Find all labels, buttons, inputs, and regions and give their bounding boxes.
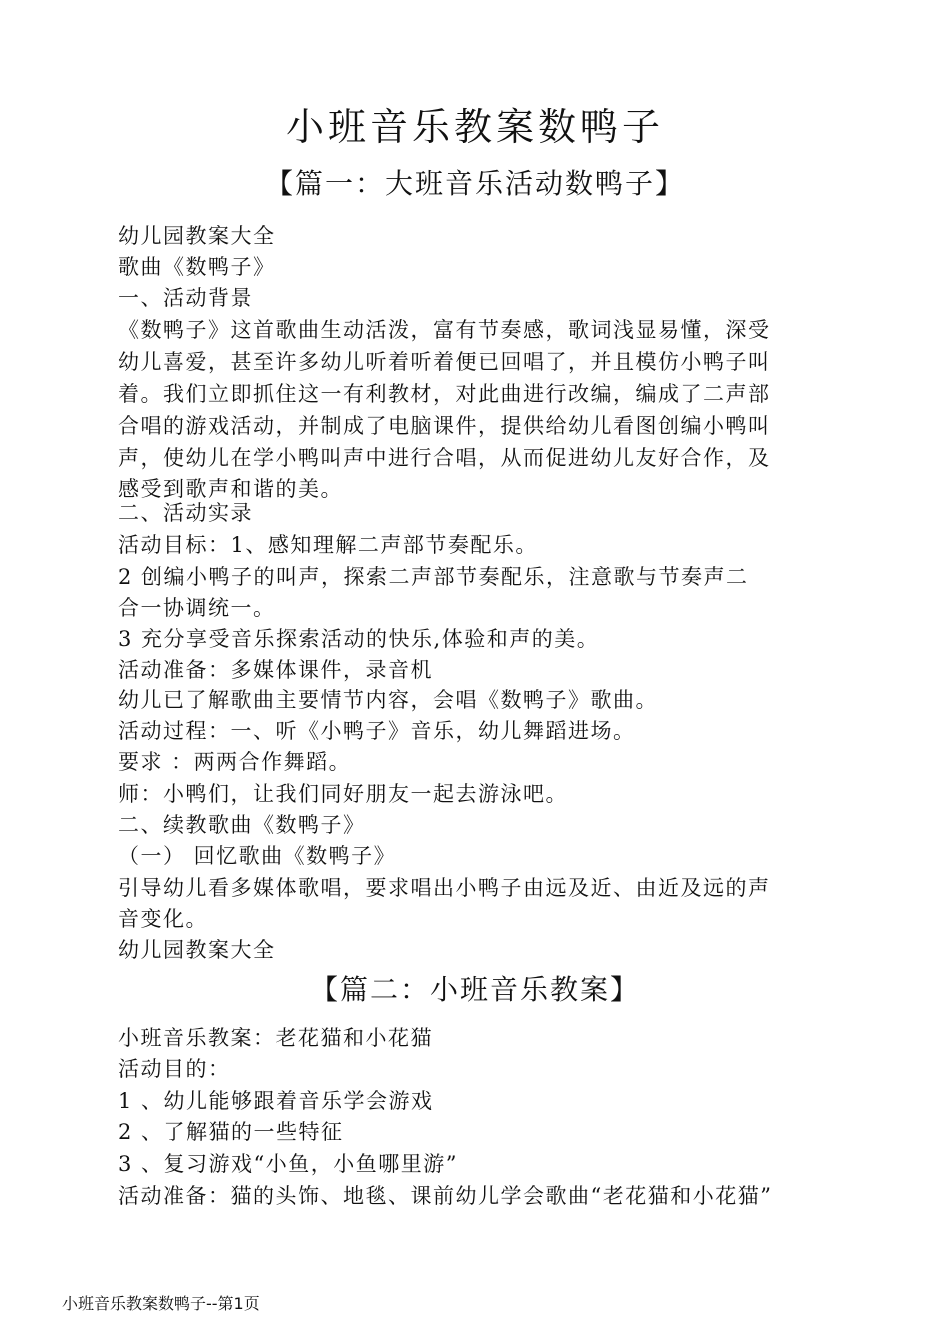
body-line: 3 、复习游戏“小鱼，小鱼哪里游” bbox=[118, 1152, 459, 1176]
body-line: 二、活动实录 bbox=[118, 501, 253, 525]
body-line: 幼儿园教案大全 bbox=[118, 938, 276, 962]
body-line: （一） 回忆歌曲《数鸭子》 bbox=[118, 844, 397, 868]
body-line: 2 、了解猫的一些特征 bbox=[118, 1120, 344, 1144]
body-line: 着。我们立即抓住这一有利教材，对此曲进行改编，编成了二声部 bbox=[118, 382, 771, 406]
body-line: 引导幼儿看多媒体歌唱，要求唱出小鸭子由远及近、由近及远的声 bbox=[118, 876, 771, 900]
section2-heading: 【篇二：小班音乐教案】 bbox=[309, 973, 640, 1006]
body-line: 要求 ：两两合作舞蹈。 bbox=[118, 750, 352, 774]
body-line: 活动目标：1、感知理解二声部节奏配乐。 bbox=[118, 533, 538, 557]
body-line: 1 、幼儿能够跟着音乐学会游戏 bbox=[118, 1089, 434, 1113]
body-line: 合唱的游戏活动，并制成了电脑课件，提供给幼儿看图创编小鸭叫 bbox=[118, 414, 771, 438]
body-line: 小班音乐教案：老花猫和小花猫 bbox=[118, 1026, 433, 1050]
body-line: 活动准备：多媒体课件，录音机 bbox=[118, 658, 433, 682]
body-line: 一、活动背景 bbox=[118, 286, 253, 310]
section1-heading: 【篇一：大班音乐活动数鸭子】 bbox=[264, 167, 685, 200]
body-line: 幼儿园教案大全 bbox=[118, 224, 276, 248]
body-line: 歌曲《数鸭子》 bbox=[118, 255, 276, 279]
body-line: 活动目的： bbox=[118, 1057, 231, 1081]
page-title: 小班音乐教案数鸭子 bbox=[285, 105, 664, 149]
body-line: 活动过程：一、听《小鸭子》音乐，幼儿舞蹈进场。 bbox=[118, 719, 636, 743]
body-line: 师：小鸭们，让我们同好朋友一起去游泳吧。 bbox=[118, 782, 568, 806]
body-line: 二、续教歌曲《数鸭子》 bbox=[118, 813, 366, 837]
page-footer: 小班音乐教案数鸭子--第1页 bbox=[62, 1294, 260, 1313]
body-line: 声，使幼儿在学小鸭叫声中进行合唱，从而促进幼儿友好合作，及 bbox=[118, 446, 771, 470]
body-line: 合一协调统一。 bbox=[118, 596, 276, 620]
body-line: 2 创编小鸭子的叫声，探索二声部节奏配乐，注意歌与节奏声二 bbox=[118, 565, 749, 589]
body-line: 幼儿喜爱，甚至许多幼儿听着听着便已回唱了，并且模仿小鸭子叫 bbox=[118, 350, 771, 374]
body-line: 音变化。 bbox=[118, 907, 208, 931]
body-line: 幼儿已了解歌曲主要情节内容，会唱《数鸭子》歌曲。 bbox=[118, 688, 658, 712]
body-line: 3 充分享受音乐探索活动的快乐,体验和声的美。 bbox=[118, 627, 600, 651]
body-line: 感受到歌声和谐的美。 bbox=[118, 477, 343, 501]
body-line: 《数鸭子》这首歌曲生动活泼，富有节奏感，歌词浅显易懂，深受 bbox=[118, 318, 771, 342]
body-line: 活动准备：猫的头饰、地毯、课前幼儿学会歌曲“老花猫和小花猫” bbox=[118, 1184, 773, 1208]
